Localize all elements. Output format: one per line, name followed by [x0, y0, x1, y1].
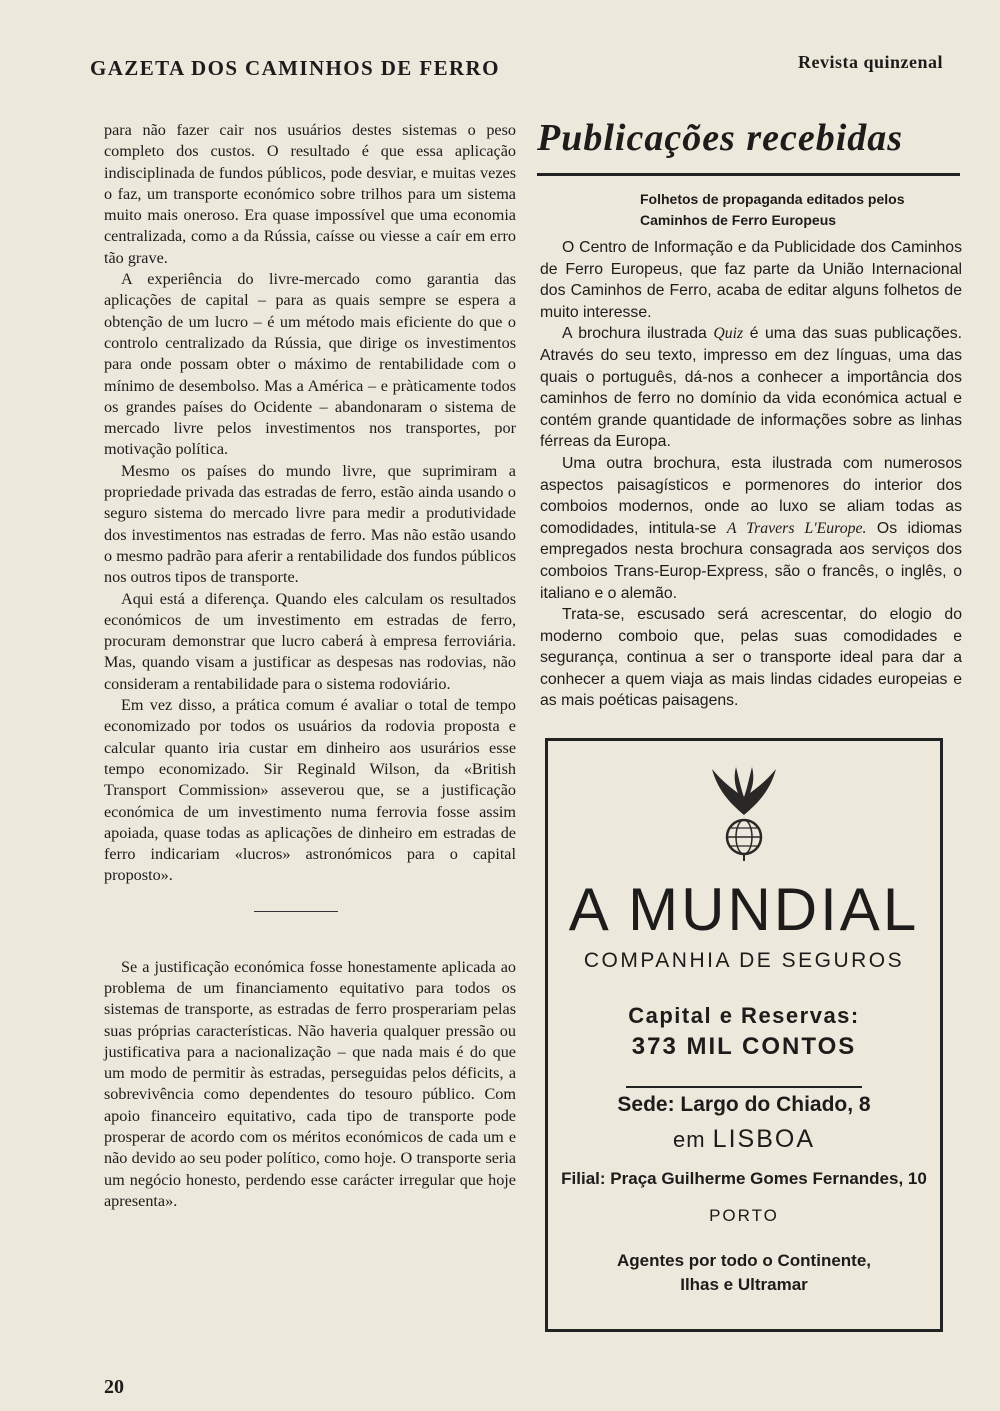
advert-city-prefix: em — [672, 1127, 713, 1152]
advert-capital-amount: 373 MIL CONTOS — [631, 1033, 857, 1060]
publications-paragraph: Trata-se, escusado será acrescentar, do elogio do moderno comboio que, pelas suas comodidades e segurança, continua a ser o transporte ideal para dar a conhecer a quem viaja as mais lindas cidades europeias e as mais poéticas paisagens. — [540, 606, 962, 710]
publications-paragraph: O Centro de Informação e da Publicidade dos Caminhos de Ferro Europeus, que faz parte da União Internacional dos Caminhos de Ferro, acaba de editar alguns folhetos de muito interesse. — [540, 239, 962, 321]
publications-paragraph — [540, 323, 962, 453]
advert-city: LISBOA — [712, 1125, 815, 1153]
publications-subheading: Folhetos de propaganda editados pelos Caminhos de Ferro Europeus — [640, 191, 905, 228]
advert-divider — [626, 1086, 862, 1088]
publications-column — [540, 237, 962, 712]
advert-branch-city: PORTO — [709, 1206, 779, 1225]
magazine-title: GAZETA DOS CAMINHOS DE FERRO — [90, 56, 500, 80]
brochure-title-quiz: Quiz — [713, 325, 744, 343]
publications-paragraph — [540, 453, 962, 604]
advert-company-type: COMPANHIA DE SEGUROS — [583, 949, 905, 972]
advert-brand-name: A MUNDIAL — [568, 876, 920, 943]
text-span: Uma outra brochura, esta ilustrada com numerosos aspectos paisagísticos e pormenores do interior dos comboios modernos, onde ao luxo se aliam todas as comodidades, intitula-se — [540, 454, 962, 537]
advert-agents-line: Agentes por todo o Continente, — [616, 1251, 872, 1270]
article-paragraph: A experiência do livre-mercado como garantia das aplicações de capital – para as quais sempre se espera a obtenção de um lucro – é um método mais eficiente do que o controlo centralizado da Rússia, que dirige os investimentos para onde possam obter o máximo de rentabilidade com o mínimo de desembolso. Mas a América – e pràticamente todos os grandes países do Ocidente – abandonaram o sistema de mercado livre pelos investimentos nos transportes, por motivação política. — [104, 270, 516, 459]
eagle-globe-icon — [708, 763, 780, 863]
brochure-title-travers: A Travers L'Europe. — [726, 519, 867, 537]
advert-city-line — [548, 1125, 940, 1154]
insurance-advertisement — [545, 738, 943, 1332]
advert-branch-address: Filial: Praça Guilherme Gomes Fernandes, 10 — [561, 1169, 927, 1188]
article-paragraph: Em vez disso, a prática comum é avaliar o total de tempo economizado por todos os usuários da rodovia proposta e calcular quanto iria custar em dinheiro aos usurários esse tempo economizado. Sir Reginald Wilson, da «British Transport Commission» asseverou que, se a justificação económica de um investimento numa ferrovia fosse assim apoiada, quase todas as aplicações de dinheiro em estradas de ferro indicariam «lucros» astronómicos para o capital proposto». — [104, 696, 516, 885]
article-paragraph: Aqui está a diferença. Quando eles calculam os resultados económicos de um investimento em estradas de ferro, procuram demonstrar que lucro caberá à empresa ferroviária. Mas, quando visam a justificar as despesas nas rodovias, não consideram a rentabilidade para o sistema rodoviário. — [104, 589, 516, 693]
periodicity-label: Revista quinzenal — [798, 52, 944, 72]
article-column-left — [104, 120, 516, 1212]
article-paragraph: Mesmo os países do mundo livre, que suprimiram a propriedade privada das estradas de ferro, estão ainda usando o seguro sistema do mercado livre para medir a produtividade dos investimentos nas estradas de ferro. Mas não estão usando o mesmo padrão para aferir a rentabilidade dos fundos públicos nos outros tipos de transporte. — [104, 461, 516, 587]
advert-agents — [548, 1249, 940, 1297]
section-separator — [254, 911, 338, 912]
advert-head-office: Sede: Largo do Chiado, 8 — [617, 1093, 871, 1116]
page-number: 20 — [104, 1376, 124, 1398]
publications-heading: Publicações recebidas — [537, 117, 904, 159]
advert-agents-line: Ilhas e Ultramar — [680, 1275, 808, 1294]
text-span: é uma das suas publicações. Através do seu texto, impresso em dez línguas, uma das quais o português, dá-nos a conhecer a importância dos caminhos de ferro no domínio da vida económica actual e contém grande quantidade de informações sobre as linhas férreas da Europa. — [540, 325, 962, 451]
text-span: A brochura ilustrada — [562, 325, 714, 343]
article-paragraph: para não fazer cair nos usuários destes sistemas o peso completo dos custos. O resultado é que essa aplicação indisciplinada de fundos públicos, pode desviar, e muitas vezes o faz, um transporte económico sobre trilhos para um sistema muito mais oneroso. Era quase impossível que uma economia centralizada, como a da Rússia, caísse ou viesse a caír em erro tão grave. — [104, 121, 516, 267]
closing-paragraph: Se a justificação económica fosse honestamente aplicada ao problema de um financiamento equitativo para todos os sistemas de transporte, as estradas de ferro prosperariam pelas suas próprias características. Não haveria qualquer pressão ou justificativa para a nacionalização – que nada mais é do que um modo de permitir às estradas, perseguidas pelos déficits, a sobrevivência como dependentes do tesouro público. Com apoio financeiro equitativo, cada tipo de transporte pode prosperar de acordo com os méritos económicos de cada um e não devido ao seu poder político, como hoje. O transporte seria um negócio honesto, perdendo esse carácter irregular que hoje apresenta». — [104, 957, 516, 1210]
text-span: Os idiomas empregados nesta brochura consagrada aos serviços dos comboios Trans-Europ-Express, são o francês, o inglês, o italiano e o alemão. — [540, 519, 962, 602]
heading-rule — [537, 173, 960, 176]
advert-capital-label: Capital e Reservas: — [628, 1003, 860, 1028]
